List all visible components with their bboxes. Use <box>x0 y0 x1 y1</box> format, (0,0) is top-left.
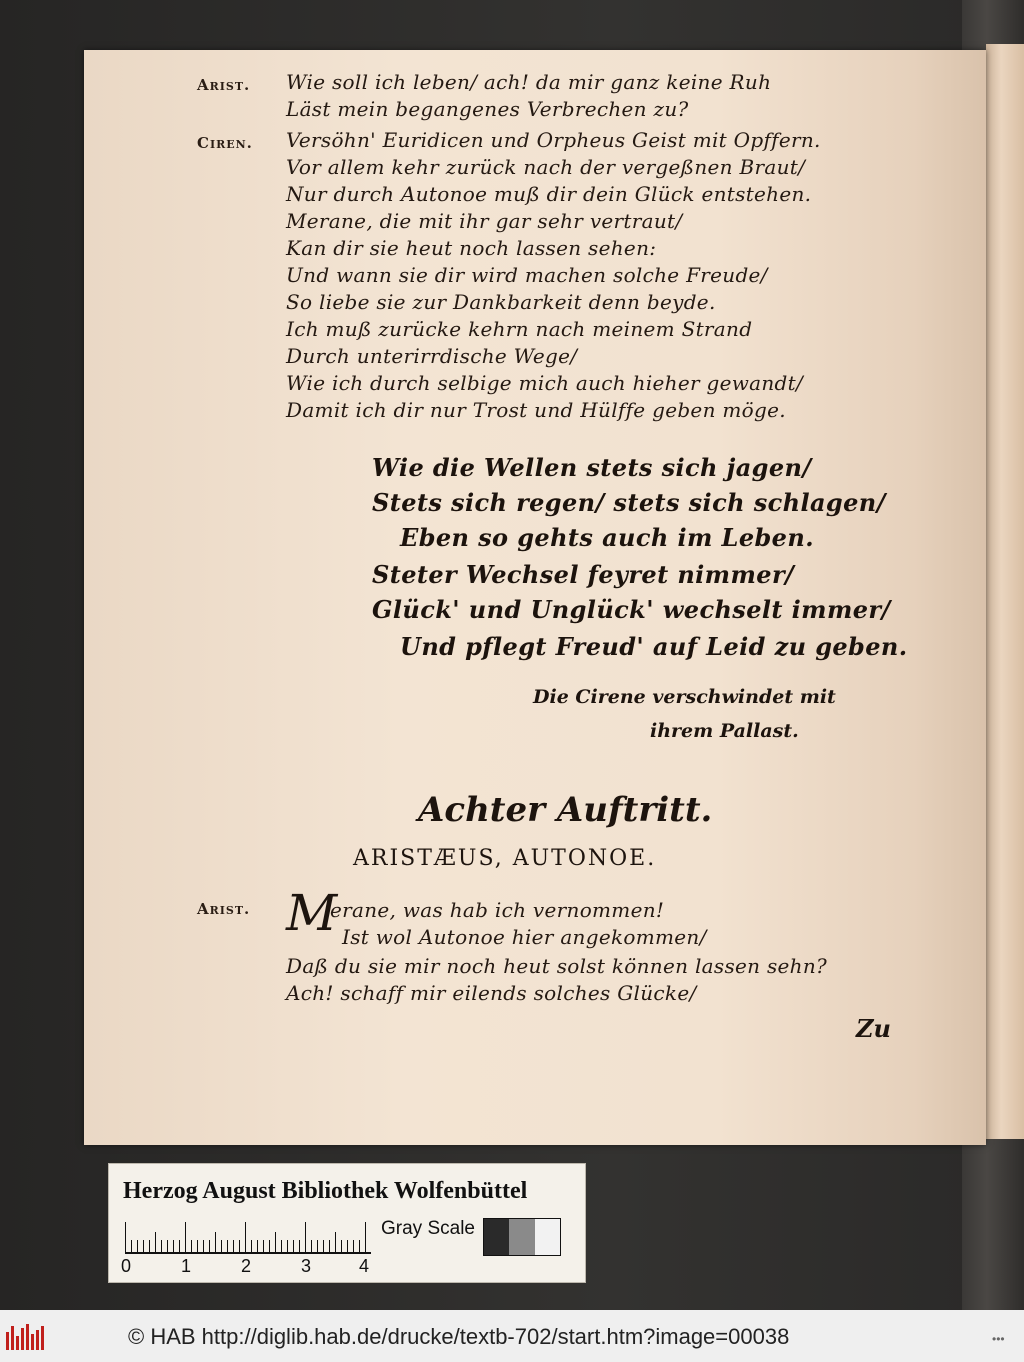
ruler-tick <box>341 1240 342 1252</box>
gray-patch-mid <box>509 1219 534 1255</box>
ruler-tick <box>329 1240 330 1252</box>
aria-line: Stets sich regen/ stets sich schlagen/ <box>372 488 886 517</box>
ruler-tick <box>269 1240 270 1252</box>
ruler-tick <box>317 1240 318 1252</box>
verse-line: Durch unterirrdische Wege/ <box>286 344 578 368</box>
ruler-tick <box>299 1240 300 1252</box>
ruler-tick-label: 2 <box>241 1256 252 1276</box>
verse-line: Kan dir sie heut noch lassen sehen: <box>286 236 657 260</box>
verse-line: Daß du sie mir noch heut solst können lassen sehn? <box>286 954 828 978</box>
ruler-tick <box>293 1240 294 1252</box>
gray-patch-dark <box>484 1219 509 1255</box>
ruler-baseline <box>125 1252 371 1254</box>
verse-line: erane, was hab ich vernommen! <box>330 898 665 922</box>
ruler-tick <box>359 1240 360 1252</box>
stage-direction: Die Cirene verschwindet mit <box>533 686 836 708</box>
ruler-tick-label: 3 <box>301 1256 312 1276</box>
aria-line: Und pflegt Freud' auf Leid zu geben. <box>400 632 908 661</box>
ruler-tick <box>131 1240 132 1252</box>
ruler-tick <box>221 1240 222 1252</box>
drop-cap: M <box>286 884 338 942</box>
hab-logo-icon[interactable] <box>6 1324 44 1350</box>
verse-line: So liebe sie zur Dankbarkeit denn beyde. <box>286 290 716 314</box>
ruler-tick <box>251 1240 252 1252</box>
verse-line: Ach! schaff mir eilends solches Glücke/ <box>286 981 697 1005</box>
speaker-label: Arist. <box>197 900 251 918</box>
ruler-tick <box>173 1240 174 1252</box>
ruler-tick <box>257 1240 258 1252</box>
ruler-tick-label: 4 <box>359 1256 370 1276</box>
ruler-tick <box>203 1240 204 1252</box>
ruler-tick <box>149 1240 150 1252</box>
ruler-tick <box>323 1240 324 1252</box>
ruler-tick <box>209 1240 210 1252</box>
library-name: Herzog August Bibliothek Wolfenbüttel <box>123 1178 528 1204</box>
verse-line: Wie ich durch selbige mich auch hieher gewandt/ <box>286 371 804 395</box>
verse-line: Vor allem kehr zurück nach der vergeßnen Braut/ <box>286 155 806 179</box>
ruler-tick <box>305 1222 306 1252</box>
ruler-tick <box>185 1222 186 1252</box>
ruler-tick <box>167 1240 168 1252</box>
ruler-tick <box>335 1232 336 1252</box>
ruler-tick-label: 0 <box>121 1256 132 1276</box>
ruler-tick <box>311 1240 312 1252</box>
gray-scale-patches <box>483 1218 561 1256</box>
ruler-tick <box>353 1240 354 1252</box>
ruler-tick <box>233 1240 234 1252</box>
verse-line: Nur durch Autonoe muß dir dein Glück entstehen. <box>286 182 812 206</box>
ruler-tick <box>125 1222 126 1252</box>
verse-line: Wie soll ich leben/ ach! da mir ganz keine Ruh <box>286 70 772 94</box>
aria-line: Eben so gehts auch im Leben. <box>400 523 814 552</box>
ruler-tick <box>365 1222 366 1252</box>
verse-line: Und wann sie dir wird machen solche Freude/ <box>286 263 768 287</box>
verse-line: Damit ich dir nur Trost und Hülffe geben möge. <box>286 398 786 422</box>
scene-persons: ARISTÆUS, AUTONOE. <box>353 846 657 871</box>
ruler-tick <box>137 1240 138 1252</box>
ruler-tick <box>281 1240 282 1252</box>
scene-title: Achter Auftritt. <box>418 790 713 830</box>
ruler-tick <box>227 1240 228 1252</box>
ruler-tick-label: 1 <box>181 1256 192 1276</box>
ruler-tick <box>239 1240 240 1252</box>
ruler-tick <box>143 1240 144 1252</box>
ruler-tick <box>347 1240 348 1252</box>
speaker-label: Ciren. <box>197 134 253 152</box>
aria-line: Wie die Wellen stets sich jagen/ <box>372 453 812 482</box>
catchword: Zu <box>856 1014 891 1043</box>
viewer-footer <box>0 1310 1024 1362</box>
verse-line: Merane, die mit ihr gar sehr vertraut/ <box>286 209 683 233</box>
verse-line: Läst mein begangenes Verbrechen zu? <box>286 97 689 121</box>
ruler-tick <box>263 1240 264 1252</box>
copyright-link[interactable]: © HAB http://diglib.hab.de/drucke/textb-702/start.htm?image=00038 <box>128 1324 790 1349</box>
stage-direction: ihrem Pallast. <box>650 720 799 742</box>
ruler-tick <box>287 1240 288 1252</box>
aria-line: Steter Wechsel feyret nimmer/ <box>372 560 795 589</box>
ruler-tick <box>191 1240 192 1252</box>
ruler-tick <box>275 1232 276 1252</box>
ruler-tick <box>215 1232 216 1252</box>
verse-line: Versöhn' Euridicen und Orpheus Geist mit Opffern. <box>286 128 821 152</box>
ruler-tick <box>155 1232 156 1252</box>
more-options-icon[interactable]: ••• <box>992 1332 1005 1346</box>
ruler-tick <box>245 1222 246 1252</box>
gray-scale-label: Gray Scale <box>381 1218 475 1239</box>
speaker-label: Arist. <box>197 76 251 94</box>
verse-line: Ist wol Autonoe hier angekommen/ <box>342 925 707 949</box>
gray-patch-light <box>535 1219 560 1255</box>
ruler-tick <box>179 1240 180 1252</box>
verse-line: Ich muß zurücke kehrn nach meinem Strand <box>286 317 753 341</box>
scale-ruler-card <box>108 1163 586 1283</box>
adjacent-page-edge <box>986 44 1024 1139</box>
ruler-tick <box>161 1240 162 1252</box>
aria-line: Glück' und Unglück' wechselt immer/ <box>372 595 891 624</box>
ruler-tick <box>197 1240 198 1252</box>
